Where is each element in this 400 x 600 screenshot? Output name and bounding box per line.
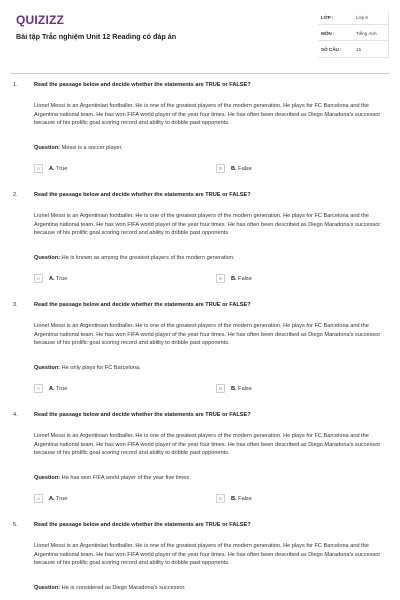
meta-class-row: [318, 13, 388, 25]
option-label: A.: [49, 275, 55, 282]
question-prompt: Read the passage below and decide whether the statements are TRUE or FALSE?: [34, 192, 251, 198]
question-prompt: Read the passage below and decide whether the statements are TRUE or FALSE?: [34, 82, 251, 88]
question-prompt: Read the passage below and decide whether the statements are TRUE or FALSE?: [34, 522, 251, 528]
option-label: B.: [231, 385, 237, 392]
question-text: Messi is a soccer player.: [61, 145, 123, 151]
question-number: 3.: [13, 302, 18, 308]
option-letter-box: A: [34, 164, 43, 173]
meta-count-value: 15: [356, 47, 362, 52]
option-letter-box: B: [216, 494, 225, 503]
question-number: 1.: [13, 82, 18, 88]
header-divider: [10, 73, 390, 74]
question-statement: [34, 585, 186, 591]
option-text: True: [56, 165, 68, 172]
question-text: He is considered as Diego Maradona's successor.: [61, 585, 186, 591]
meta-subject-key: MÔN :: [321, 31, 335, 36]
meta-divider: [318, 40, 388, 41]
option-letter-box: B: [216, 274, 225, 283]
meta-divider: [318, 24, 388, 25]
option-label: A.: [49, 165, 55, 172]
option-text: False: [238, 495, 252, 502]
question-label: Question:: [34, 145, 61, 151]
question-label: Question:: [34, 365, 61, 371]
question-number: 4.: [13, 412, 18, 418]
question-statement: [34, 145, 123, 151]
question-prompt: Read the passage below and decide whether the statements are TRUE or FALSE?: [34, 412, 251, 418]
question-statement: [34, 255, 235, 261]
option-label: A.: [49, 385, 55, 392]
question-number: 5.: [13, 522, 18, 528]
meta-count-row: [318, 45, 388, 57]
question-number: 2.: [13, 192, 18, 198]
option-text: False: [238, 385, 252, 392]
option-label: A.: [49, 495, 55, 502]
question-label: Question:: [34, 475, 61, 481]
meta-count-key: SỐ CÂU :: [321, 47, 342, 52]
question-label: Question:: [34, 255, 61, 261]
option-letter-box: A: [34, 384, 43, 393]
option-label: B.: [231, 275, 237, 282]
option-letter-box: B: [216, 164, 225, 173]
reading-passage: Lionel Messi is an Argentinian footballer. He is one of the greatest players of the modern generation. He plays for FC Barcelona and the Argentina national team. He has won FIFA world player of the year four times. He has often been described as Diego Maradona's successor because of his prolific goal scoring record and ability to dribble past opponents.: [34, 433, 381, 457]
question-label: Question:: [34, 585, 61, 591]
option-text: False: [238, 165, 252, 172]
meta-class-value: Lớp 6: [356, 15, 368, 20]
meta-class-key: LỚP :: [321, 15, 334, 20]
option-text: False: [238, 275, 252, 282]
reading-passage: Lionel Messi is an Argentinian footballer. He is one of the greatest players of the modern generation. He plays for FC Barcelona and the Argentina national team. He has won FIFA world player of the year four times. He has often been described as Diego Maradona's successor because of his prolific goal scoring record and ability to dribble past opponents.: [34, 543, 381, 567]
reading-passage: Lionel Messi is an Argentinian footballer. He is one of the greatest players of the modern generation. He plays for FC Barcelona and the Argentina national team. He has won FIFA world player of the year four times. He has often been described as Diego Maradona's successor because of his prolific goal scoring record and ability to dribble past opponents.: [34, 213, 381, 237]
option-text: True: [56, 275, 68, 282]
quizizz-logo: QUIZIZZ: [16, 13, 65, 27]
option-label: B.: [231, 165, 237, 172]
worksheet-header: [0, 0, 400, 70]
meta-subject-row: [318, 29, 388, 41]
question-prompt: Read the passage below and decide whether the statements are TRUE or FALSE?: [34, 302, 251, 308]
question-statement: [34, 365, 141, 371]
meta-subject-value: Tiếng Anh: [356, 31, 377, 36]
option-label: B.: [231, 495, 237, 502]
option-letter-box: A: [34, 274, 43, 283]
option-text: True: [56, 495, 68, 502]
question-text: He is known as among the greatest players of the modern generation.: [61, 255, 235, 261]
reading-passage: Lionel Messi is an Argentinian footballer. He is one of the greatest players of the modern generation. He plays for FC Barcelona and the Argentina national team. He has won FIFA world player of the year four times. He has often been described as Diego Maradona's successor because of his prolific goal scoring record and ability to dribble past opponents.: [34, 323, 381, 347]
question-text: He has won FIFA world player of the year five times: [61, 475, 190, 481]
option-letter-box: B: [216, 384, 225, 393]
question-text: He only plays for FC Barcelona.: [61, 365, 141, 371]
option-text: True: [56, 385, 68, 392]
question-statement: [34, 475, 189, 481]
worksheet-title: Bài tập Trắc nghiệm Unit 12 Reading có đáp án: [16, 32, 177, 41]
reading-passage: Lionel Messi is an Argentinian footballer. He is one of the greatest players of the modern generation. He plays for FC Barcelona and the Argentina national team. He has won FIFA world player of the year four times. He has often been described as Diego Maradona's successor because of his prolific goal scoring record and ability to dribble past opponents.: [34, 103, 381, 127]
option-letter-box: A: [34, 494, 43, 503]
